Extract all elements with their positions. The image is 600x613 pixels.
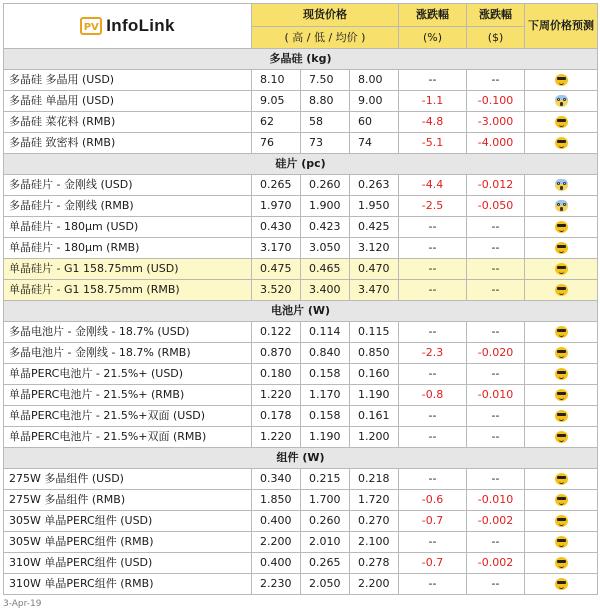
price-high: 0.122 xyxy=(252,322,301,343)
price-avg: 1.200 xyxy=(350,427,399,448)
price-avg: 0.218 xyxy=(350,469,399,490)
change-abs: -0.010 xyxy=(467,385,525,406)
price-low: 0.265 xyxy=(301,553,350,574)
change-pct: -- xyxy=(399,259,467,280)
change-pct: -- xyxy=(399,364,467,385)
sunglasses-face-icon xyxy=(555,578,568,590)
price-low: 2.050 xyxy=(301,574,350,595)
change-abs: -3.000 xyxy=(467,112,525,133)
change-pct: -0.7 xyxy=(399,553,467,574)
table-row xyxy=(4,196,598,217)
price-avg: 2.200 xyxy=(350,574,399,595)
price-low: 1.700 xyxy=(301,490,350,511)
section-header-row xyxy=(4,448,598,469)
table-row xyxy=(4,91,598,112)
table-row xyxy=(4,427,598,448)
change-abs: -- xyxy=(467,532,525,553)
scream-face-icon xyxy=(555,95,568,107)
sunglasses-face-icon xyxy=(555,410,568,422)
price-high: 1.220 xyxy=(252,385,301,406)
change-abs: -- xyxy=(467,574,525,595)
change-pct: -0.6 xyxy=(399,490,467,511)
table-row xyxy=(4,280,598,301)
product-name: 多晶硅 多晶用 (USD) xyxy=(4,70,252,91)
sunglasses-face-icon xyxy=(555,347,568,359)
change-abs: -- xyxy=(467,427,525,448)
price-avg: 74 xyxy=(350,133,399,154)
price-high: 1.220 xyxy=(252,427,301,448)
change-abs: -0.002 xyxy=(467,511,525,532)
section-header-row xyxy=(4,49,598,70)
price-avg: 1.950 xyxy=(350,196,399,217)
change-abs: -0.020 xyxy=(467,343,525,364)
forecast-cell xyxy=(525,427,598,448)
price-avg: 3.470 xyxy=(350,280,399,301)
table-row xyxy=(4,532,598,553)
sunglasses-face-icon xyxy=(555,137,568,149)
logo xyxy=(4,4,252,49)
price-high: 1.850 xyxy=(252,490,301,511)
product-name: 275W 多晶组件 (RMB) xyxy=(4,490,252,511)
price-low: 0.423 xyxy=(301,217,350,238)
price-avg: 0.115 xyxy=(350,322,399,343)
sunglasses-face-icon xyxy=(555,326,568,338)
price-avg: 1.720 xyxy=(350,490,399,511)
forecast-cell xyxy=(525,175,598,196)
price-avg: 0.470 xyxy=(350,259,399,280)
forecast-cell xyxy=(525,574,598,595)
section-title: 多晶硅 (kg) xyxy=(4,49,598,70)
table-row xyxy=(4,343,598,364)
price-avg: 0.270 xyxy=(350,511,399,532)
forecast-cell xyxy=(525,238,598,259)
table-header xyxy=(4,4,598,49)
table-row xyxy=(4,238,598,259)
price-high: 2.200 xyxy=(252,532,301,553)
change-abs-unit: ($) xyxy=(467,27,525,49)
change-pct: -- xyxy=(399,70,467,91)
price-avg: 3.120 xyxy=(350,238,399,259)
product-name: 多晶硅 单晶用 (USD) xyxy=(4,91,252,112)
table-row xyxy=(4,364,598,385)
sunglasses-face-icon xyxy=(555,536,568,548)
price-high: 2.230 xyxy=(252,574,301,595)
forecast-cell xyxy=(525,511,598,532)
change-pct: -- xyxy=(399,217,467,238)
product-name: 单晶PERC电池片 - 21.5%+双面 (RMB) xyxy=(4,427,252,448)
product-name: 单晶硅片 - G1 158.75mm (USD) xyxy=(4,259,252,280)
price-low: 0.114 xyxy=(301,322,350,343)
price-table xyxy=(3,3,598,595)
sunglasses-face-icon xyxy=(555,221,568,233)
price-avg: 60 xyxy=(350,112,399,133)
price-avg: 2.100 xyxy=(350,532,399,553)
product-name: 单晶PERC电池片 - 21.5%+ (USD) xyxy=(4,364,252,385)
sunglasses-face-icon xyxy=(555,116,568,128)
table-row xyxy=(4,574,598,595)
price-avg: 0.425 xyxy=(350,217,399,238)
product-name: 305W 单晶PERC组件 (RMB) xyxy=(4,532,252,553)
forecast-header: 下周价格预测 xyxy=(525,4,598,49)
product-name: 275W 多晶组件 (USD) xyxy=(4,469,252,490)
price-low: 73 xyxy=(301,133,350,154)
forecast-cell xyxy=(525,196,598,217)
price-low: 3.400 xyxy=(301,280,350,301)
forecast-cell xyxy=(525,532,598,553)
change-pct: -- xyxy=(399,469,467,490)
price-low: 1.900 xyxy=(301,196,350,217)
price-avg: 9.00 xyxy=(350,91,399,112)
section-header-row xyxy=(4,301,598,322)
change-pct-header: 涨跌幅 xyxy=(399,4,467,27)
logo-name: InfoLink xyxy=(106,15,175,35)
scream-face-icon xyxy=(555,179,568,191)
change-pct: -- xyxy=(399,238,467,259)
product-name: 310W 单晶PERC组件 (USD) xyxy=(4,553,252,574)
sunglasses-face-icon xyxy=(555,389,568,401)
price-low: 0.840 xyxy=(301,343,350,364)
sunglasses-face-icon xyxy=(555,368,568,380)
price-avg: 1.190 xyxy=(350,385,399,406)
price-high: 8.10 xyxy=(252,70,301,91)
price-low: 0.260 xyxy=(301,175,350,196)
product-name: 单晶硅片 - 180μm (RMB) xyxy=(4,238,252,259)
spot-price-header: 现货价格 xyxy=(252,4,399,27)
spot-price-subheader: ( 高 / 低 / 均价 ) xyxy=(252,27,399,49)
forecast-cell xyxy=(525,322,598,343)
change-abs-header: 涨跌幅 xyxy=(467,4,525,27)
table-body xyxy=(4,49,598,595)
table-row xyxy=(4,511,598,532)
change-abs: -0.050 xyxy=(467,196,525,217)
change-abs: -- xyxy=(467,322,525,343)
forecast-cell xyxy=(525,364,598,385)
table-row xyxy=(4,70,598,91)
report-date: 3-Apr-19 xyxy=(3,599,42,609)
price-low: 1.190 xyxy=(301,427,350,448)
price-high: 62 xyxy=(252,112,301,133)
change-abs: -- xyxy=(467,406,525,427)
table-row xyxy=(4,490,598,511)
change-pct: -- xyxy=(399,574,467,595)
forecast-cell xyxy=(525,343,598,364)
forecast-cell xyxy=(525,469,598,490)
sunglasses-face-icon xyxy=(555,284,568,296)
product-name: 单晶硅片 - G1 158.75mm (RMB) xyxy=(4,280,252,301)
price-high: 0.340 xyxy=(252,469,301,490)
table-row xyxy=(4,133,598,154)
change-abs: -0.010 xyxy=(467,490,525,511)
price-low: 0.260 xyxy=(301,511,350,532)
price-high: 9.05 xyxy=(252,91,301,112)
change-abs: -4.000 xyxy=(467,133,525,154)
sunglasses-face-icon xyxy=(555,515,568,527)
forecast-cell xyxy=(525,133,598,154)
price-high: 0.180 xyxy=(252,364,301,385)
price-low: 0.158 xyxy=(301,406,350,427)
table-row xyxy=(4,175,598,196)
product-name: 单晶硅片 - 180μm (USD) xyxy=(4,217,252,238)
forecast-cell xyxy=(525,406,598,427)
change-pct: -0.7 xyxy=(399,511,467,532)
product-name: 多晶硅 菜花料 (RMB) xyxy=(4,112,252,133)
change-abs: -- xyxy=(467,469,525,490)
price-low: 0.215 xyxy=(301,469,350,490)
table-row xyxy=(4,259,598,280)
change-pct: -0.8 xyxy=(399,385,467,406)
sunglasses-face-icon xyxy=(555,74,568,86)
change-abs: -- xyxy=(467,217,525,238)
price-low: 3.050 xyxy=(301,238,350,259)
price-high: 0.400 xyxy=(252,511,301,532)
change-pct: -- xyxy=(399,322,467,343)
price-high: 3.170 xyxy=(252,238,301,259)
sunglasses-face-icon xyxy=(555,494,568,506)
price-low: 0.158 xyxy=(301,364,350,385)
price-high: 3.520 xyxy=(252,280,301,301)
sunglasses-face-icon xyxy=(555,557,568,569)
change-pct: -- xyxy=(399,406,467,427)
forecast-cell xyxy=(525,490,598,511)
price-low: 2.010 xyxy=(301,532,350,553)
product-name: 多晶电池片 - 金刚线 - 18.7% (USD) xyxy=(4,322,252,343)
forecast-cell xyxy=(525,112,598,133)
change-pct-unit: (%) xyxy=(399,27,467,49)
price-high: 76 xyxy=(252,133,301,154)
price-low: 58 xyxy=(301,112,350,133)
section-title: 硅片 (pc) xyxy=(4,154,598,175)
change-abs: -- xyxy=(467,70,525,91)
table-row xyxy=(4,217,598,238)
price-high: 0.400 xyxy=(252,553,301,574)
section-title: 电池片 (W) xyxy=(4,301,598,322)
price-low: 7.50 xyxy=(301,70,350,91)
change-abs: -- xyxy=(467,364,525,385)
price-low: 1.170 xyxy=(301,385,350,406)
table-row xyxy=(4,385,598,406)
table-row xyxy=(4,322,598,343)
pv-logo-icon: PV xyxy=(80,17,102,35)
forecast-cell xyxy=(525,385,598,406)
change-pct: -- xyxy=(399,280,467,301)
section-title: 组件 (W) xyxy=(4,448,598,469)
forecast-cell xyxy=(525,217,598,238)
price-high: 0.265 xyxy=(252,175,301,196)
sunglasses-face-icon xyxy=(555,242,568,254)
change-abs: -- xyxy=(467,238,525,259)
forecast-cell xyxy=(525,70,598,91)
change-pct: -- xyxy=(399,532,467,553)
table-row xyxy=(4,553,598,574)
price-table-container xyxy=(3,3,597,595)
price-high: 1.970 xyxy=(252,196,301,217)
price-avg: 0.263 xyxy=(350,175,399,196)
change-pct: -2.3 xyxy=(399,343,467,364)
sunglasses-face-icon xyxy=(555,263,568,275)
table-row xyxy=(4,406,598,427)
price-high: 0.178 xyxy=(252,406,301,427)
price-avg: 0.278 xyxy=(350,553,399,574)
product-name: 多晶电池片 - 金刚线 - 18.7% (RMB) xyxy=(4,343,252,364)
change-pct: -5.1 xyxy=(399,133,467,154)
change-pct: -4.4 xyxy=(399,175,467,196)
change-abs: -- xyxy=(467,259,525,280)
change-pct: -2.5 xyxy=(399,196,467,217)
product-name: 单晶PERC电池片 - 21.5%+双面 (USD) xyxy=(4,406,252,427)
change-pct: -4.8 xyxy=(399,112,467,133)
price-avg: 0.160 xyxy=(350,364,399,385)
price-high: 0.475 xyxy=(252,259,301,280)
change-abs: -- xyxy=(467,280,525,301)
table-row xyxy=(4,112,598,133)
change-pct: -1.1 xyxy=(399,91,467,112)
product-name: 多晶硅片 - 金刚线 (RMB) xyxy=(4,196,252,217)
forecast-cell xyxy=(525,553,598,574)
price-avg: 8.00 xyxy=(350,70,399,91)
product-name: 多晶硅 致密料 (RMB) xyxy=(4,133,252,154)
product-name: 310W 单晶PERC组件 (RMB) xyxy=(4,574,252,595)
price-low: 8.80 xyxy=(301,91,350,112)
change-abs: -0.012 xyxy=(467,175,525,196)
product-name: 305W 单晶PERC组件 (USD) xyxy=(4,511,252,532)
price-low: 0.465 xyxy=(301,259,350,280)
price-high: 0.430 xyxy=(252,217,301,238)
product-name: 单晶PERC电池片 - 21.5%+ (RMB) xyxy=(4,385,252,406)
scream-face-icon xyxy=(555,200,568,212)
price-avg: 0.161 xyxy=(350,406,399,427)
product-name: 多晶硅片 - 金刚线 (USD) xyxy=(4,175,252,196)
price-high: 0.870 xyxy=(252,343,301,364)
table-row xyxy=(4,469,598,490)
change-abs: -0.100 xyxy=(467,91,525,112)
price-avg: 0.850 xyxy=(350,343,399,364)
forecast-cell xyxy=(525,259,598,280)
sunglasses-face-icon xyxy=(555,473,568,485)
sunglasses-face-icon xyxy=(555,431,568,443)
change-abs: -0.002 xyxy=(467,553,525,574)
forecast-cell xyxy=(525,280,598,301)
change-pct: -- xyxy=(399,427,467,448)
forecast-cell xyxy=(525,91,598,112)
section-header-row xyxy=(4,154,598,175)
